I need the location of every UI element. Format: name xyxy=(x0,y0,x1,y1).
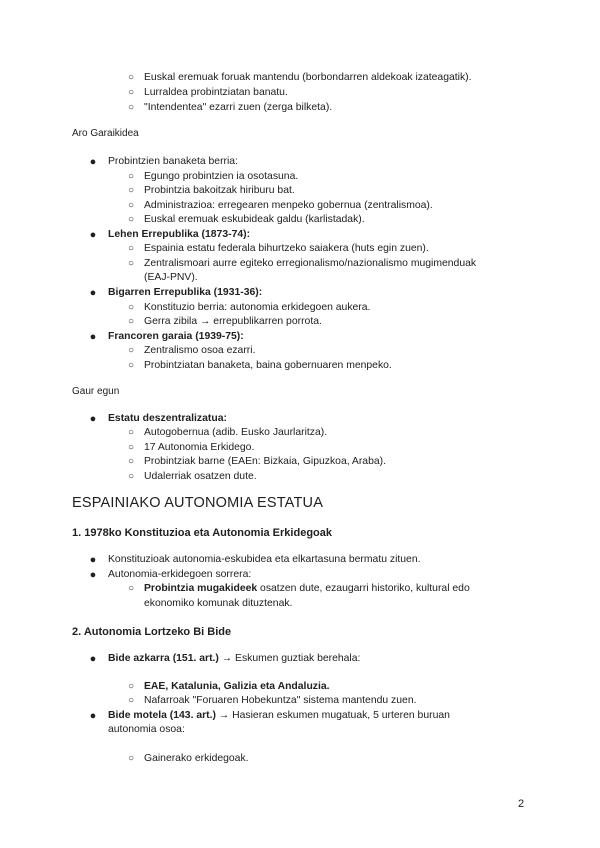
list-item: Probintziak barne (EAEn: Bizkaia, Gipuzkoa, Araba). xyxy=(144,456,386,467)
page-number: 2 xyxy=(518,798,525,810)
sub-bullet-marker: ○ xyxy=(127,243,135,254)
list-item: Gainerako erkidegoak. xyxy=(144,753,249,764)
bullet-marker: ● xyxy=(89,569,97,581)
list-item: Gerra zibila → errepublikarren porrota. xyxy=(144,316,322,327)
list-item-bold: Lehen Errepublika (1873-74): xyxy=(108,229,251,240)
list-item-continuation: ekonomiko komunak dituztenak. xyxy=(144,598,293,609)
inline-bold: Bide azkarra (151. art.) xyxy=(108,653,219,664)
inline-text: → Hasieran eskumen mugatuak, 5 urteren buruan xyxy=(215,710,450,721)
list-item: Autonomia-erkidegoen sorrera: xyxy=(108,569,252,580)
sub-bullet-marker: ○ xyxy=(127,695,135,706)
list-item: Administrazioa: erregearen menpeko gobernua (zentralismoa). xyxy=(144,200,433,211)
list-item: Zentralismo osoa ezarri. xyxy=(144,345,256,356)
sub-bullet-marker: ○ xyxy=(127,753,135,764)
sub-bullet-marker: ○ xyxy=(127,427,135,438)
list-item-bold: EAE, Katalunia, Galizia eta Andaluzia. xyxy=(144,681,330,692)
sub-bullet-marker: ○ xyxy=(127,471,135,482)
list-item-continuation: autonomia osoa: xyxy=(108,724,185,735)
list-item-mixed xyxy=(144,582,470,596)
list-item: Nafarroak "Foruaren Hobekuntza" sistema mantendu zuen. xyxy=(144,695,417,706)
bullet-marker: ● xyxy=(89,331,97,343)
list-item: Probintzia bakoitzak hiriburu bat. xyxy=(144,185,295,196)
bullet-marker: ● xyxy=(89,229,97,241)
list-item: Euskal eremuak eskubideak galdu (karlistadak). xyxy=(144,214,365,225)
sub-bullet-marker: ○ xyxy=(127,316,135,327)
section-heading: ESPAINIAKO AUTONOMIA ESTATUA xyxy=(72,495,324,511)
bullet-marker: ● xyxy=(89,653,97,665)
list-item: Udalerriak osatzen dute. xyxy=(144,471,257,482)
list-item: Egungo probintzien ia osotasuna. xyxy=(144,171,299,182)
bullet-marker: ● xyxy=(89,413,97,425)
list-item: 17 Autonomia Erkidego. xyxy=(144,442,255,453)
list-item: Probintziatan banaketa, baina gobernuaren menpeko. xyxy=(144,360,392,371)
list-item: Autogobernua (adib. Eusko Jaurlaritza). xyxy=(144,427,328,438)
list-item: Euskal eremuak foruak mantendu (borbondarren aldekoak izateagatik). xyxy=(144,72,472,83)
list-item-mixed xyxy=(108,709,450,723)
inline-text: osatzen dute, ezaugarri historiko, kultural edo xyxy=(257,583,470,594)
sub-bullet-marker: ○ xyxy=(127,72,135,83)
sub-bullet-marker: ○ xyxy=(127,583,135,594)
sub-bullet-marker: ○ xyxy=(127,171,135,182)
subsection-heading: 2. Autonomia Lortzeko Bi Bide xyxy=(72,626,232,638)
list-item: Konstituzio berria: autonomia erkidegoen aukera. xyxy=(144,302,371,313)
sub-bullet-marker: ○ xyxy=(127,185,135,196)
list-item: Zentralismoari aurre egiteko erregionalismo/nazionalismo mugimenduak xyxy=(144,258,477,269)
sub-bullet-marker: ○ xyxy=(127,456,135,467)
list-item-bold: Estatu deszentralizatua: xyxy=(108,413,227,424)
list-item-mixed xyxy=(108,652,360,666)
list-item-continuation: (EAJ-PNV). xyxy=(144,272,198,283)
section-label: Aro Garaikidea xyxy=(72,128,139,139)
list-item-bold: Francoren garaia (1939-75): xyxy=(108,331,244,342)
sub-bullet-marker: ○ xyxy=(127,87,135,98)
sub-bullet-marker: ○ xyxy=(127,200,135,211)
sub-bullet-marker: ○ xyxy=(127,102,135,113)
list-item: Espainia estatu federala bihurtzeko saiakera (huts egin zuen). xyxy=(144,243,429,254)
list-item: "Intendentea" ezarri zuen (zerga bilketa). xyxy=(144,102,333,113)
sub-bullet-marker: ○ xyxy=(127,302,135,313)
inline-text: → Eskumen guztiak berehala: xyxy=(218,653,361,664)
section-label: Gaur egun xyxy=(72,386,120,397)
bullet-marker: ● xyxy=(89,554,97,566)
sub-bullet-marker: ○ xyxy=(127,214,135,225)
sub-bullet-marker: ○ xyxy=(127,681,135,692)
subsection-heading: 1. 1978ko Konstituzioa eta Autonomia Erkidegoak xyxy=(72,527,332,539)
list-item: Konstituzioak autonomia-eskubidea eta elkartasuna bermatu zituen. xyxy=(108,554,421,565)
list-item-bold: Bigarren Errepublika (1931-36): xyxy=(108,287,263,298)
sub-bullet-marker: ○ xyxy=(127,345,135,356)
list-item: Lurraldea probintziatan banatu. xyxy=(144,87,288,98)
inline-bold: Probintzia mugakideek xyxy=(144,583,258,594)
bullet-marker: ● xyxy=(89,287,97,299)
inline-bold: Bide motela (143. art.) xyxy=(108,710,216,721)
sub-bullet-marker: ○ xyxy=(127,360,135,371)
bullet-marker: ● xyxy=(89,710,97,722)
bullet-marker: ● xyxy=(89,156,97,168)
sub-bullet-marker: ○ xyxy=(127,442,135,453)
list-item: Probintzien banaketa berria: xyxy=(108,156,238,167)
sub-bullet-marker: ○ xyxy=(127,258,135,269)
